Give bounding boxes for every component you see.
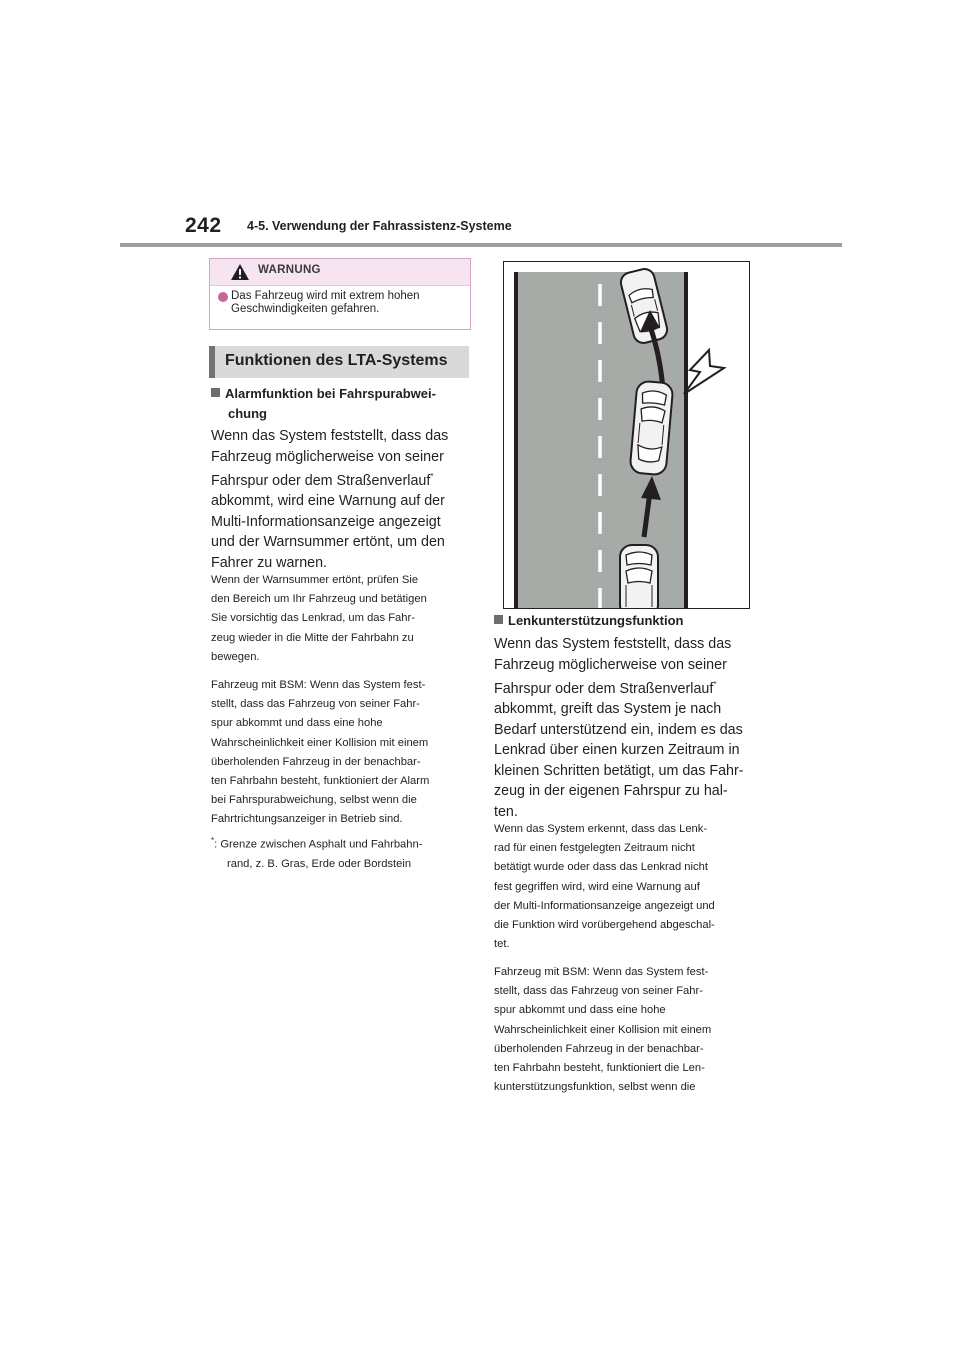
text-line: abkommt, greift das System je nach — [494, 701, 722, 718]
car-middle-icon — [630, 381, 674, 476]
warning-text: Das Fahrzeug wird mit extrem hohen Geschwindigkeiten gefahren. — [231, 290, 420, 315]
text-line: die Funktion wird vorübergehend abgeschal- — [494, 919, 715, 932]
lane-departure-illustration — [503, 261, 750, 609]
square-bullet-icon — [494, 615, 503, 624]
text-line: Sie vorsichtig das Lenkrad, um das Fahr- — [211, 612, 415, 625]
text-line: Fahrzeug möglicherweise von seiner — [494, 656, 727, 673]
subheading-text: Lenkunterstützungsfunktion — [508, 613, 684, 628]
text-line — [494, 675, 764, 699]
note-bsm — [211, 676, 481, 830]
text-line-part: Fahrspur oder dem Straßenverlauf — [494, 680, 714, 697]
text-line: tet. — [494, 938, 510, 951]
warning-header — [210, 259, 470, 286]
text-line: spur abkommt und dass eine hohe — [494, 1004, 666, 1017]
text-line: Bedarf unterstützend ein, indem es das — [494, 721, 743, 738]
lightning-warning-icon — [684, 350, 724, 394]
text-line: Lenkrad über einen kurzen Zeitraum in — [494, 742, 740, 759]
text-line: Wenn das System feststellt, dass das — [494, 636, 732, 652]
text-line: den Bereich um Ihr Fahrzeug und betätigen — [211, 593, 427, 606]
text-line: ten Fahrbahn besteht, funktioniert der Alarm — [211, 775, 430, 788]
section-heading-text: Funktionen des LTA-Systems — [225, 352, 448, 369]
page-number: 242 — [185, 214, 222, 237]
text-line: bei Fahrspurabweichung, selbst wenn die — [211, 794, 417, 807]
text-line: rad für einen festgelegten Zeitraum nicht — [494, 842, 695, 855]
text-line: spur abkommt und dass eine hohe — [211, 717, 383, 730]
text-line: stellt, dass das Fahrzeug von seiner Fahr- — [494, 985, 703, 998]
subheading-steering-assist — [494, 611, 684, 631]
text-line: betätigt wurde oder dass das Lenkrad nicht — [494, 861, 708, 874]
header-rule — [120, 243, 842, 247]
text-line: Fahrer zu warnen. — [211, 554, 328, 571]
text-line: Wahrscheinlichkeit einer Kollision mit einem — [494, 1023, 712, 1036]
text-line: Wahrscheinlichkeit einer Kollision mit einem — [211, 736, 429, 749]
section-title: 4-5. Verwendung der Fahrassistenz-Systeme — [247, 219, 512, 233]
section-heading — [209, 346, 469, 378]
text-line: Wenn das System erkennt, dass das Lenk- — [494, 823, 708, 835]
footnote-marker: * — [430, 472, 434, 481]
text-line: kunterstützungsfunktion, selbst wenn die — [494, 1081, 696, 1094]
note-check-area — [211, 571, 481, 667]
text-line: kleinen Schritten betätigt, um das Fahr- — [494, 762, 744, 779]
note-steering-warning — [494, 820, 764, 954]
text-line: ten. — [494, 803, 518, 820]
text-line: und der Warnsummer ertönt, um den — [211, 534, 445, 551]
warning-triangle-icon — [230, 263, 250, 281]
text-line: stellt, dass das Fahrzeug von seiner Fahr- — [211, 698, 420, 711]
text-line-part: Fahrspur oder dem Straßenverlauf — [211, 472, 431, 489]
text-line: Fahrzeug mit BSM: Wenn das System fest- — [494, 966, 709, 978]
footnote-marker: * — [211, 836, 215, 845]
text-line — [211, 467, 481, 491]
car-bottom-icon — [620, 545, 658, 608]
text-line: abkommt, wird eine Warnung auf der — [211, 493, 445, 510]
text-line: ten Fahrbahn besteht, funktioniert die Len- — [494, 1062, 705, 1075]
subheading-line2: chung — [228, 406, 267, 421]
paragraph-lane-departure — [211, 426, 481, 573]
bullet-icon — [218, 292, 228, 302]
text-line: zeug wieder in die Mitte der Fahrbahn zu — [211, 631, 414, 644]
footnote — [211, 831, 481, 874]
text-line: Fahrzeug mit BSM: Wenn das System fest- — [211, 679, 426, 691]
footnote-marker: * — [713, 680, 717, 689]
note-bsm-steering — [494, 963, 764, 1097]
footnote-line1 — [211, 831, 481, 855]
paragraph-steering-assist — [494, 634, 764, 822]
road-diagram — [504, 262, 749, 608]
text-line: Multi-Informationsanzeige angezeigt — [211, 513, 441, 530]
text-line: überholenden Fahrzeug in der benachbar- — [494, 1042, 704, 1055]
text-line: Fahrtrichtungsanzeiger in Betrieb sind. — [211, 813, 403, 826]
text-line: Fahrzeug möglicherweise von seiner — [211, 448, 444, 465]
text-line: Wenn das System feststellt, dass das — [211, 428, 449, 444]
text-line: bewegen. — [211, 650, 260, 663]
text-line: der Multi-Informationsanzeige angezeigt und — [494, 899, 715, 912]
text-line: überholenden Fahrzeug in der benachbar- — [211, 755, 421, 768]
square-bullet-icon — [211, 388, 220, 397]
footnote-line2: rand, z. B. Gras, Erde oder Bordstein — [227, 857, 412, 870]
text-line: Wenn der Warnsummer ertönt, prüfen Sie — [211, 574, 419, 586]
subheading-line1: Alarmfunktion bei Fahrspurabwei- — [225, 386, 436, 401]
text-line: fest gegriffen wird, wird eine Warnung auf — [494, 880, 700, 893]
text-line: zeug in der eigenen Fahrspur zu hal- — [494, 783, 728, 800]
warning-title: WARNUNG — [258, 264, 321, 276]
warning-box — [209, 258, 471, 330]
text-line-part: : Grenze zwischen Asphalt und Fahrbahn- — [214, 838, 423, 851]
subheading-lane-departure — [211, 384, 436, 404]
